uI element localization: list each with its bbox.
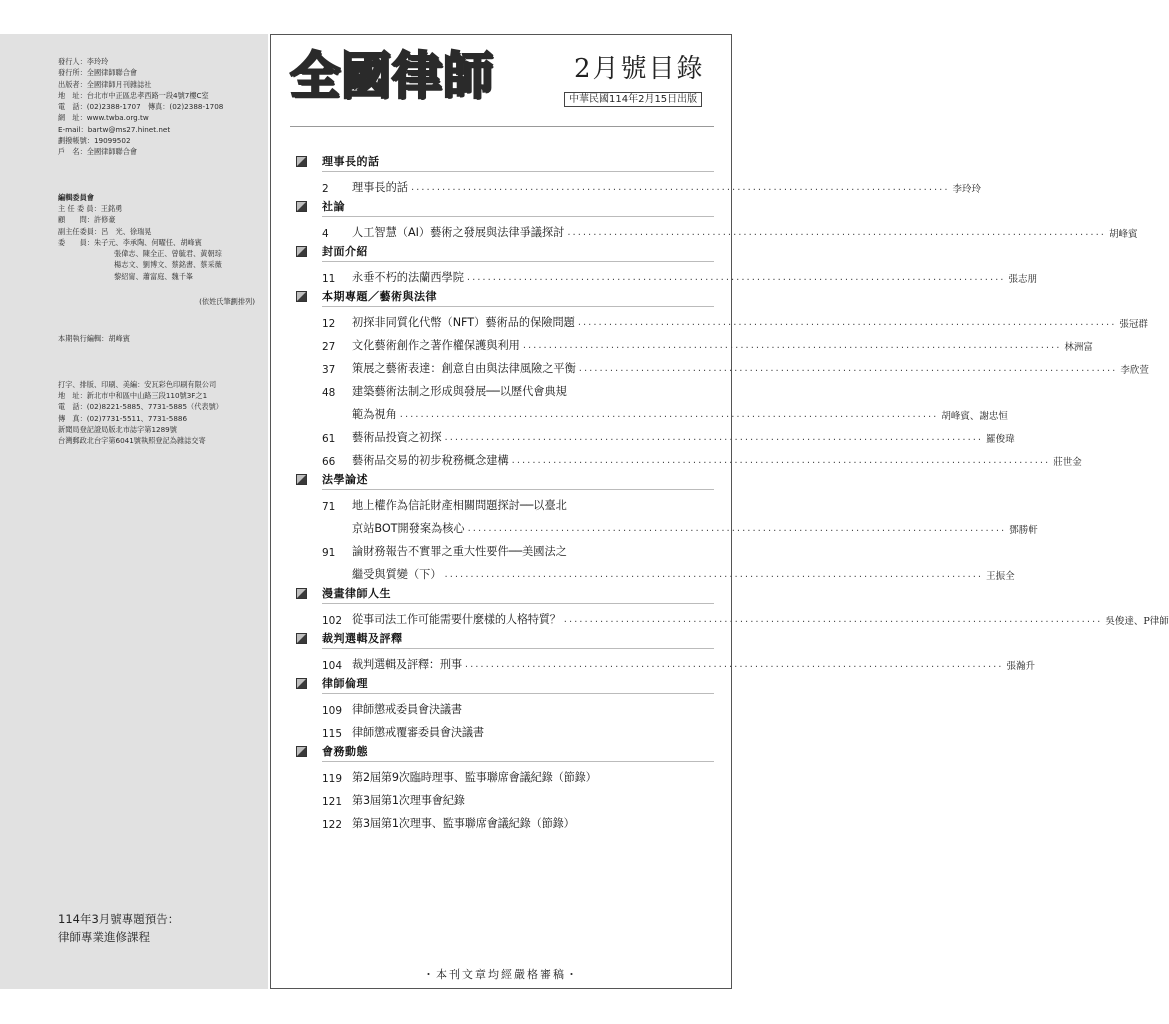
toc-page-number: 91 — [322, 547, 336, 559]
toc-author: 張志朋 — [1008, 274, 1037, 285]
toc-entry[interactable] — [296, 330, 1093, 353]
toc-author: 莊世金 — [1053, 457, 1082, 468]
table-of-contents — [296, 150, 1169, 831]
review-note: ・本刊文章均經嚴格審稿・ — [423, 968, 579, 981]
dot-leader: ........................................................................................................ — [444, 432, 984, 443]
toc-entry-title-cont: 範為視角 — [352, 408, 397, 421]
publisher-line: 戶 名：全國律師聯合會 — [58, 147, 138, 157]
toc-entry[interactable] — [296, 353, 1149, 376]
toc-entry-title: 文化藝術創作之著作權保護與利用 — [352, 339, 520, 352]
section-marker-icon — [296, 633, 307, 644]
toc-section-title: 本期專題／藝術與法律 — [322, 290, 437, 303]
toc-author: 李欣萱 — [1120, 365, 1149, 376]
toc-page-number: 61 — [322, 433, 336, 445]
dot-leader: ........................................................................................................ — [410, 182, 950, 193]
toc-author: 鄧勝軒 — [1009, 525, 1038, 536]
toc-author: 胡峰賓 — [1108, 229, 1138, 240]
toc-entry[interactable] — [296, 762, 714, 785]
magazine-logo: 全國律師 — [290, 47, 494, 105]
section-marker-icon — [296, 588, 307, 599]
toc-page-number: 48 — [322, 387, 336, 399]
toc-entry-title: 建築藝術法制之形成與發展──以歷代會典規 — [352, 385, 567, 398]
dot-leader: ........................................................................................................ — [567, 227, 1106, 238]
masthead-info — [58, 56, 263, 446]
editorial-line: 主 任 委 員：王銘勇 — [58, 203, 123, 213]
toc-entry[interactable] — [296, 785, 714, 808]
toc-entry-title: 理事長的話 — [352, 181, 408, 194]
printer-line: 傳 真：(02)7731-5511、7731-5886 — [58, 413, 188, 423]
toc-entry-title: 永垂不朽的法蘭西學院 — [352, 271, 464, 284]
toc-entry[interactable] — [296, 490, 714, 513]
dot-leader: ........................................................................................................ — [464, 659, 1004, 670]
toc-page-number: 109 — [322, 705, 343, 717]
toc-section-header — [296, 468, 714, 490]
publisher-line: 網 址：www.twba.org.tw — [58, 113, 149, 123]
toc-section-header — [296, 582, 714, 604]
printer-line: 台灣郵政北台字第6041號執照登記為雜誌交寄 — [58, 436, 206, 446]
toc-page-number: 122 — [322, 819, 343, 831]
dot-leader: ........................................................................................................ — [577, 317, 1117, 328]
toc-author: 王振全 — [986, 571, 1015, 582]
toc-author: 林洲富 — [1064, 342, 1093, 353]
toc-author: 李玲玲 — [952, 184, 982, 195]
toc-section-header — [296, 672, 714, 694]
toc-section-title: 漫畫律師人生 — [322, 587, 391, 600]
publisher-line: 劃撥帳號：19099502 — [58, 136, 131, 146]
publisher-block — [58, 56, 263, 158]
toc-page-number: 121 — [322, 796, 343, 808]
issue-title: 2月號目錄 — [574, 54, 705, 84]
toc-entry-title: 人工智慧（AI）藝術之發展與法律爭議探討 — [352, 226, 565, 239]
dot-leader: ........................................................................................................ — [466, 272, 1006, 283]
editorial-line: 顧 問：許修豪 — [58, 215, 116, 225]
toc-author: 吳俊達、P律師 — [1105, 616, 1169, 627]
preview-heading: 114年3月號專題預告： — [58, 912, 180, 926]
toc-entry-title: 論財務報告不實罪之重大性要件──美國法之 — [352, 545, 567, 558]
toc-entry[interactable] — [296, 604, 1169, 627]
toc-section-header — [296, 285, 714, 307]
toc-entry[interactable] — [296, 262, 1037, 285]
toc-author: 張冠群 — [1119, 319, 1148, 330]
toc-section-title: 會務動態 — [322, 745, 368, 758]
exec-editor: 本期執行編輯：胡峰賓 — [58, 334, 130, 344]
toc-entry[interactable] — [296, 649, 1035, 672]
toc-page-number: 12 — [322, 318, 336, 330]
section-marker-icon — [296, 746, 307, 757]
editorial-line: 委 員：朱子元、李承陶、何曜任、胡峰賓 — [58, 237, 202, 247]
publisher-line: 電 話：(02)2388-1707 傳真：(02)2388-1708 — [58, 102, 224, 112]
section-marker-icon — [296, 291, 307, 302]
toc-page-number: 104 — [322, 660, 343, 672]
toc-entry-title: 裁判選輯及評釋：刑事 — [352, 658, 462, 671]
toc-author: 胡峰賓、謝忠恒 — [941, 411, 1008, 422]
editorial-line: 副主任委員：呂 光、徐瑞晃 — [58, 226, 152, 236]
dot-leader: ........................................................................................................ — [467, 523, 1007, 534]
printer-line: 打字、排版、印刷、美編：安瓦彩色印刷有限公司 — [58, 379, 217, 389]
section-marker-icon — [296, 201, 307, 212]
toc-entry-title: 律師懲戒委員會決議書 — [352, 703, 462, 716]
toc-section-title: 封面介紹 — [322, 245, 368, 258]
toc-section-title: 裁判選輯及評釋 — [322, 632, 403, 645]
toc-page-number: 71 — [322, 501, 336, 513]
toc-entry-title-cont: 繼受與質變（下） — [352, 568, 442, 581]
order-note: (依姓氏筆劃排列) — [199, 297, 255, 307]
toc-entry-title: 律師懲戒覆審委員會決議書 — [352, 726, 484, 739]
section-marker-icon — [296, 474, 307, 485]
toc-author: 張瀚升 — [1006, 661, 1035, 672]
section-marker-icon — [296, 156, 307, 167]
toc-section-title: 律師倫理 — [322, 677, 368, 690]
issue-date: 中華民國114年2月15日出版 — [564, 92, 702, 107]
toc-entry-title: 第2屆第9次臨時理事、監事聯席會議紀錄（節錄） — [352, 771, 597, 784]
editorial-heading: 編輯委員會 — [58, 192, 94, 202]
toc-section-title: 法學論述 — [322, 473, 368, 486]
dot-leader: ........................................................................................................ — [563, 614, 1103, 625]
toc-section-header — [296, 240, 714, 262]
publisher-line: 發行人：李玲玲 — [58, 57, 109, 66]
toc-author: 羅俊瑋 — [986, 434, 1015, 445]
toc-page-number: 66 — [322, 456, 336, 468]
next-issue-preview — [58, 910, 179, 946]
toc-entry-title: 藝術品交易的初步稅務概念建構 — [352, 454, 509, 467]
section-marker-icon — [296, 246, 307, 257]
toc-entry-title: 第3屆第1次理事會紀錄 — [352, 794, 465, 807]
publisher-line: E-mail：bartw@ms27.hinet.net — [58, 124, 171, 134]
printer-line: 電 話：(02)8221-5885、7731-5885（代表號） — [58, 402, 223, 412]
publisher-line: 發行所：全國律師聯合會 — [58, 68, 138, 78]
dot-leader: ........................................................................................................ — [511, 455, 1051, 466]
editorial-member-line: 楊志文、劉博文、蔡銘書、蔡采薇 — [114, 260, 222, 270]
publisher-line: 出版者：全國律師月刊雜誌社 — [58, 79, 152, 89]
dot-leader: ........................................................................................................ — [399, 409, 939, 420]
toc-entry-title: 藝術品投資之初探 — [352, 431, 442, 444]
toc-section-title: 社論 — [322, 200, 345, 213]
toc-entry-continuation[interactable] — [296, 399, 1008, 422]
header-divider — [290, 126, 714, 127]
toc-page-number: 11 — [322, 273, 336, 285]
toc-section-title: 理事長的話 — [322, 155, 380, 168]
toc-page-number: 2 — [322, 183, 329, 195]
toc-entry-title: 初探非同質化代幣（NFT）藝術品的保險問題 — [352, 316, 575, 329]
toc-entry-title: 從事司法工作可能需要什麼樣的人格特質？ — [352, 613, 561, 626]
toc-page-number: 27 — [322, 341, 336, 353]
toc-page-number: 115 — [322, 728, 343, 740]
editorial-member-line: 黎紹甯、蕭富庭、魏千峯 — [114, 271, 194, 281]
printer-block — [58, 379, 263, 447]
section-marker-icon — [296, 678, 307, 689]
toc-entry-title: 地上權作為信託財產相關問題探討──以臺北 — [352, 499, 567, 512]
toc-entry-title: 策展之藝術表達：創意自由與法律風險之平衡 — [352, 362, 576, 375]
dot-leader: ........................................................................................................ — [444, 569, 984, 580]
toc-entry[interactable] — [296, 376, 714, 399]
toc-entry[interactable] — [296, 808, 714, 831]
masthead-panel — [0, 34, 268, 989]
toc-entry[interactable] — [296, 536, 714, 559]
toc-page-number: 119 — [322, 773, 343, 785]
toc-section-header — [296, 195, 714, 217]
toc-page-number: 102 — [322, 615, 343, 627]
toc-entry-title-cont: 京站BOT開發案為核心 — [352, 522, 465, 535]
printer-line: 新聞局登記證局版北市誌字第1289號 — [58, 424, 177, 434]
toc-entry[interactable] — [296, 307, 1148, 330]
toc-page-number: 4 — [322, 228, 329, 240]
toc-entry[interactable] — [296, 717, 714, 740]
toc-entry-continuation[interactable] — [296, 513, 1038, 536]
toc-entry-title: 第3屆第1次理事、監事聯席會議紀錄（節錄） — [352, 817, 575, 830]
toc-entry-continuation[interactable] — [296, 559, 1015, 582]
dot-leader: ........................................................................................................ — [522, 340, 1062, 351]
toc-page-number: 37 — [322, 364, 336, 376]
toc-entry[interactable] — [296, 217, 1138, 240]
toc-section-header — [296, 150, 714, 172]
toc-entry[interactable] — [296, 422, 1015, 445]
publisher-line: 地 址：台北市中正區忠孝西路一段4號7樓C室 — [58, 90, 209, 100]
dot-leader: ........................................................................................................ — [578, 363, 1118, 374]
toc-entry[interactable] — [296, 172, 982, 195]
preview-topic: 律師專業進修課程 — [58, 930, 150, 944]
toc-section-header — [296, 740, 714, 762]
toc-entry[interactable] — [296, 694, 714, 717]
printer-line: 地 址：新北市中和區中山路三段110號3F之1 — [58, 390, 208, 400]
editorial-member-line: 張偉志、陳全正、曾毓君、黃朝琮 — [114, 249, 222, 259]
editorial-block — [58, 192, 263, 345]
toc-section-header — [296, 627, 714, 649]
toc-entry[interactable] — [296, 445, 1082, 468]
